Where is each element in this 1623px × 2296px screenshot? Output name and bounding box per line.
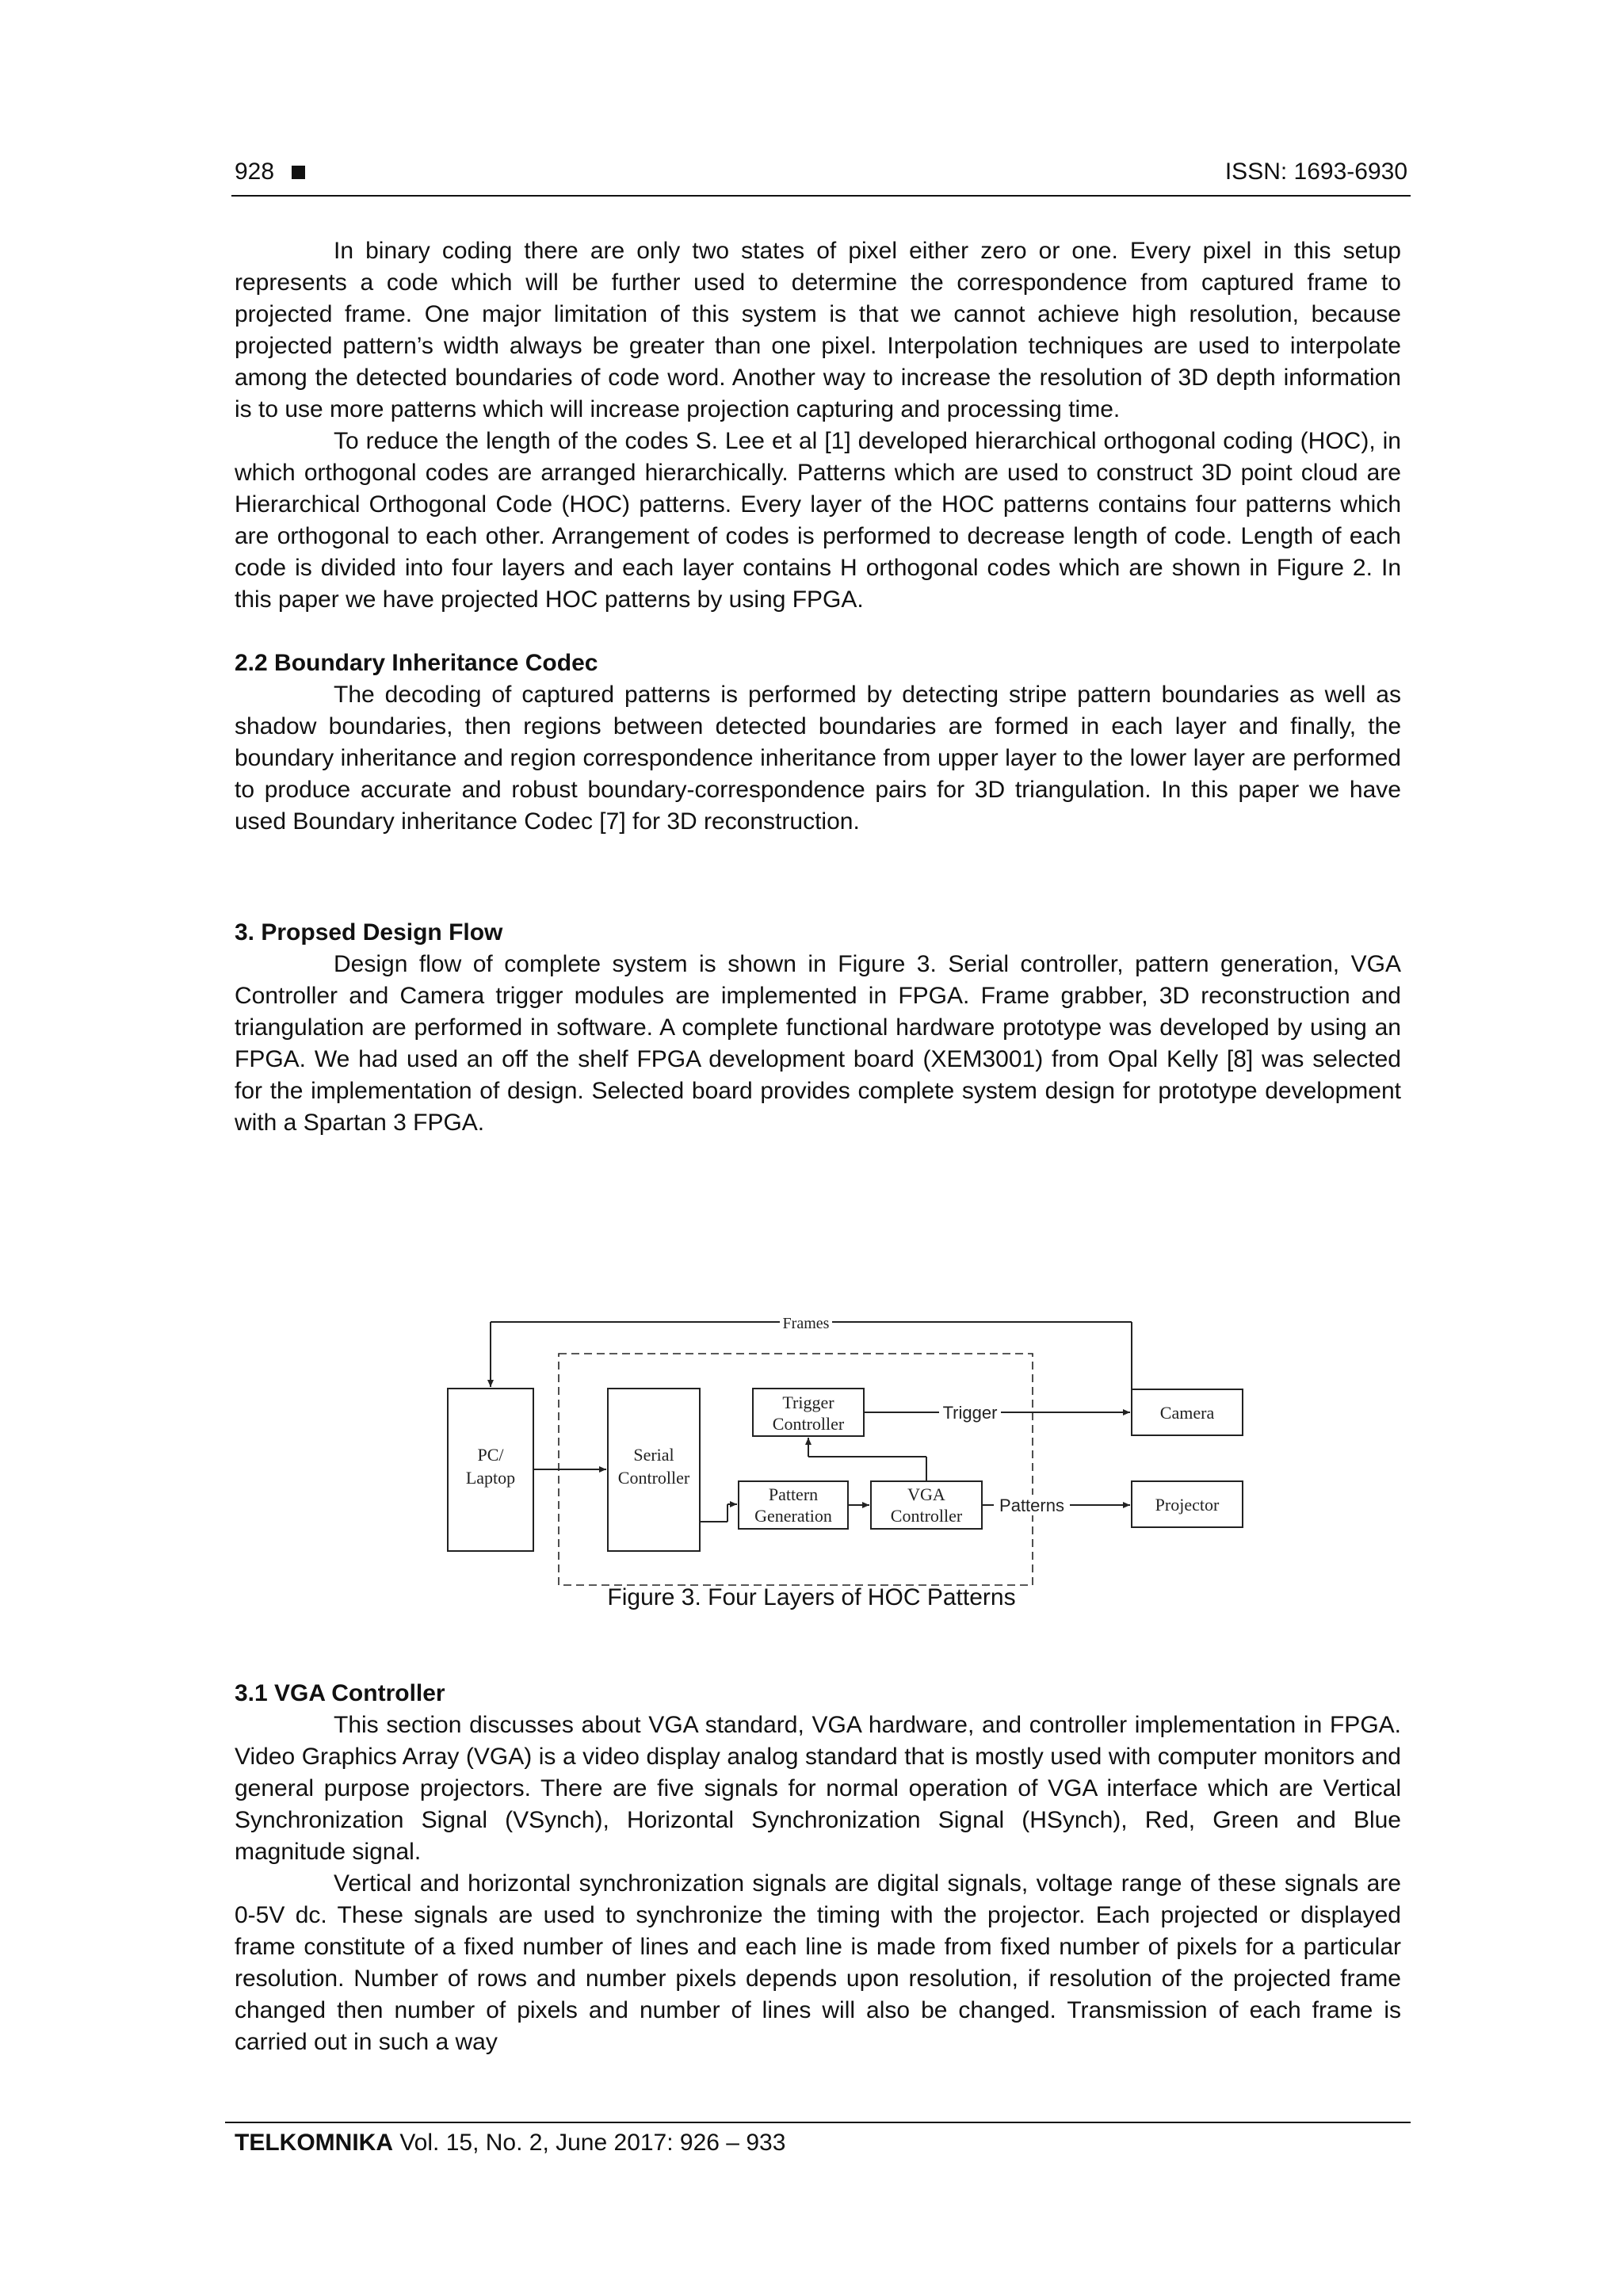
footer-rule — [225, 2122, 1411, 2123]
laptop-label: Laptop — [465, 1468, 516, 1488]
pattern-label-1: Pattern — [768, 1484, 819, 1504]
serial-label: Serial — [633, 1445, 674, 1465]
paragraph: To reduce the length of the codes S. Lee et al [1] developed hierarchical orthogonal coding (HOC), in which orthogonal codes are arranged hierarchically. Patterns which are used to construct 3D point cloud are Hierarchical Orthogonal Code (HOC) patterns. Every layer of the HOC patterns contains four patterns which are orthogonal to each other. Arrangement of codes is performed to decrease length of code. Length of each code is divided into four layers and each layer contains H orthogonal codes which are shown in Figure 2. In this paper we have projected HOC patterns by using FPGA. — [235, 428, 1401, 613]
pc-label: PC/ — [477, 1445, 504, 1465]
running-footer — [235, 2127, 785, 2159]
issn-label: ISSN: 1693-6930 — [1224, 159, 1407, 185]
paragraph: Vertical and horizontal synchronization signals are digital signals, voltage range of these signals are 0-5V dc. These signals are used to synchronize the timing with the projector. Each projected or displayed frame constitute of a fixed number of lines and each line is made from fixed number of pixels for a particular resolution. Number of rows and number pixels depends upon resolution, if resolution of the projected frame changed then number of pixels and number of lines will also be changed. Transmission of each frame is carried out in such a way — [235, 1870, 1401, 2055]
controller-label: Controller — [617, 1468, 690, 1488]
frames-label: Frames — [782, 1315, 830, 1332]
design-flow-figure — [444, 1308, 1220, 1589]
journal-name: TELKOMNIKA — [235, 2130, 393, 2156]
camera-label: Camera — [1159, 1403, 1215, 1423]
paragraph: In binary coding there are only two states of pixel either zero or one. Every pixel in this setup represents a code which will be further used to determine the correspondence from captured frame to projected frame. One major limitation of this system is that we cannot achieve high resolution, because projected pattern’s width always be greater than one pixel. Interpolation techniques are used to interpolate among the detected boundaries of code word. Another way to increase the resolution of 3D depth information is to use more patterns which will increase projection capturing and processing time. — [235, 238, 1401, 422]
paragraph: The decoding of captured patterns is performed by detecting stripe pattern boundaries as well as shadow boundaries, then regions between detected boundaries are formed in each layer and finally, the boundary inheritance and region correspondence inheritance from upper layer to the lower layer are performed to produce accurate and robust boundary-correspondence pairs for 3D triangulation. In this paper we have used Boundary inheritance Codec [7] for 3D reconstruction. — [235, 682, 1401, 835]
projector-label: Projector — [1155, 1495, 1220, 1515]
vga-label-1: VGA — [907, 1484, 945, 1504]
trigger-controller-label-2: Controller — [772, 1414, 845, 1434]
page-number: 928 — [235, 159, 275, 185]
pattern-label-2: Generation — [754, 1506, 832, 1526]
trigger-label: Trigger — [942, 1403, 998, 1423]
figure-caption: Figure 3. Four Layers of HOC Patterns — [607, 1584, 1016, 1610]
body-text-upper — [235, 235, 1401, 1139]
paragraph: This section discusses about VGA standard, VGA hardware, and controller implementation in FPGA. Video Graphics Array (VGA) is a video display analog standard that is mostly used with computer monitors and general purpose projectors. There are five signals for normal operation of VGA interface which are Vertical Synchronization Signal (VSynch), Horizontal Synchronization Signal (HSynch), Red, Green and Blue magnitude signal. — [235, 1712, 1401, 1865]
running-header — [235, 159, 1407, 190]
vga-label-2: Controller — [890, 1506, 963, 1526]
section-heading: 2.2 Boundary Inheritance Codec — [235, 650, 598, 676]
paragraph: Design flow of complete system is shown in Figure 3. Serial controller, pattern generation, VGA Controller and Camera trigger modules are implemented in FPGA. Frame grabber, 3D reconstruction and triangulation are performed in software. A complete functional hardware prototype was developed by using an FPGA. We had used an off the shelf FPGA development board (XEM3001) from Opal Kelly [8] was selected for the implementation of design. Selected board provides complete system design for prototype development with a Spartan 3 FPGA. — [235, 951, 1401, 1136]
citation: Vol. 15, No. 2, June 2017: 926 – 933 — [399, 2130, 786, 2156]
body-text-lower — [235, 1678, 1401, 2058]
section-heading: 3.1 VGA Controller — [235, 1680, 445, 1706]
square-bullet-icon — [292, 166, 305, 179]
patterns-label: Patterns — [999, 1496, 1064, 1515]
header-rule — [231, 195, 1411, 197]
trigger-controller-label-1: Trigger — [782, 1392, 834, 1412]
section-heading: 3. Propsed Design Flow — [235, 919, 503, 946]
